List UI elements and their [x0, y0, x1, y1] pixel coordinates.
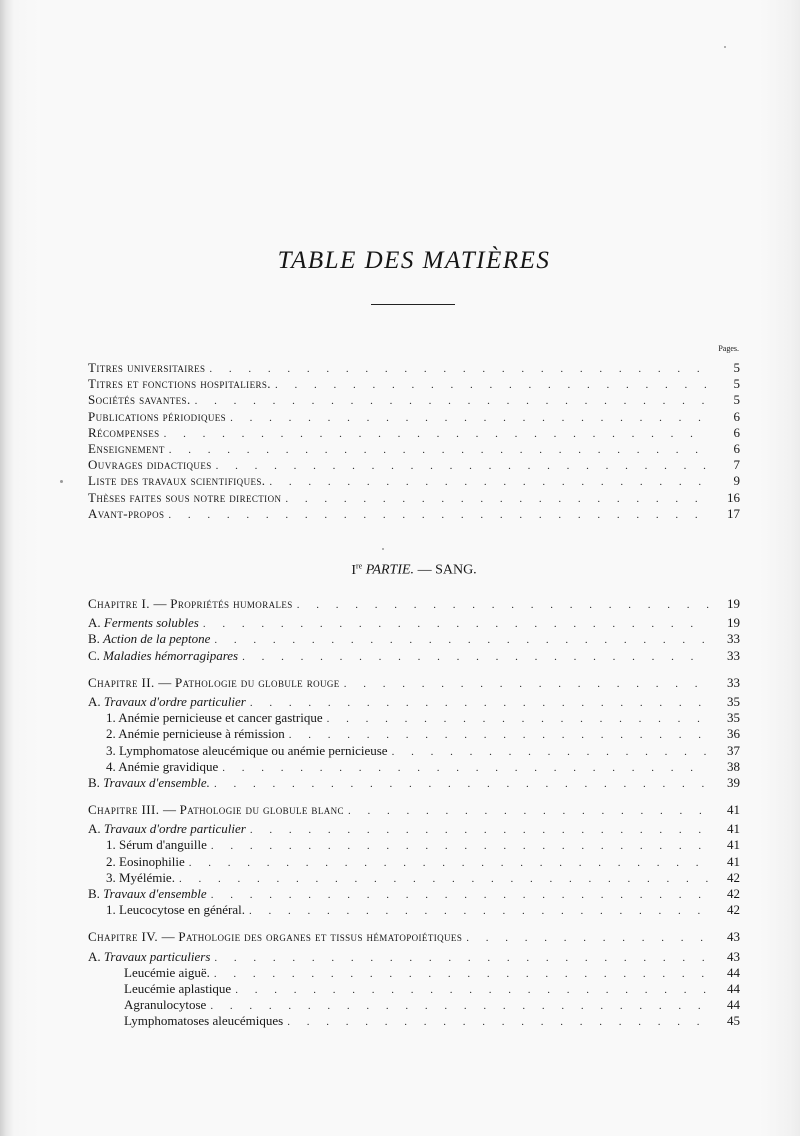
toc-entry: [88, 949, 740, 965]
page-number: 33: [727, 631, 740, 647]
part-subject: — SANG.: [417, 562, 477, 578]
page-number: 36: [727, 726, 740, 742]
page-number: 6: [733, 440, 740, 456]
entry-label: [88, 457, 212, 473]
page-number: 16: [727, 489, 740, 505]
chapter-prefix: Chapitre II. —: [88, 674, 172, 690]
dot-leader: [209, 361, 710, 377]
dot-leader: [214, 966, 710, 982]
dot-leader: [242, 649, 710, 665]
entry-label: [88, 802, 344, 818]
dot-leader: [216, 458, 710, 474]
dot-leader: [275, 377, 710, 393]
entry-label: [88, 376, 271, 392]
dot-leader: [169, 442, 710, 458]
pages-column-header: Pages.: [718, 344, 739, 353]
toc-entry: [88, 506, 740, 522]
toc-entry: [88, 743, 740, 759]
toc-entry: [88, 392, 740, 408]
entry-marker: B.: [88, 631, 100, 647]
page-number: 44: [727, 964, 740, 980]
chapter-heading: [88, 929, 740, 945]
toc-entry: [88, 854, 740, 870]
page-number: 37: [727, 742, 740, 758]
toc-entry: [88, 902, 740, 918]
entry-label: [106, 902, 245, 918]
entry-marker: 3.: [106, 869, 116, 885]
dot-leader: [179, 871, 710, 887]
page-number: 41: [727, 821, 740, 837]
dot-leader: [250, 822, 710, 838]
page-number: 41: [727, 837, 740, 853]
chapter-heading: [88, 596, 740, 612]
toc-entry: [88, 376, 740, 392]
toc-entry: [88, 710, 740, 726]
entry-label: [106, 759, 218, 775]
entry-label: [106, 743, 388, 759]
entry-marker: A.: [88, 693, 101, 709]
entry-label: [88, 596, 293, 612]
dot-leader: [214, 950, 710, 966]
dot-leader: [230, 410, 710, 426]
entry-title: Maladies hémorragipares: [103, 647, 239, 663]
entry-label: [124, 1013, 283, 1029]
page-title: TABLE DES MATIÈRES: [277, 247, 551, 274]
dot-leader: [214, 776, 710, 792]
entry-label: [106, 854, 185, 870]
page-number: 19: [727, 596, 740, 611]
page-number: 5: [733, 392, 740, 408]
entry-label: [124, 997, 206, 1013]
toc-entry: [88, 821, 740, 837]
entry-label: [124, 965, 210, 981]
entry-marker: A.: [88, 948, 101, 964]
entry-label: [88, 490, 281, 506]
page-number: 7: [733, 457, 740, 473]
entry-marker: 3.: [106, 742, 116, 758]
entry-label: [88, 886, 207, 902]
entry-label: [88, 694, 246, 710]
dot-leader: [249, 903, 710, 919]
toc-entry: [88, 648, 740, 664]
dot-leader: [211, 838, 710, 854]
dot-leader: [222, 760, 710, 776]
entry-title: Anémie pernicieuse à rémission: [118, 726, 285, 742]
dot-leader: [466, 930, 710, 946]
toc-entry: [88, 886, 740, 902]
entry-marker: 2.: [106, 853, 116, 869]
title-rule: [371, 304, 455, 305]
page-number: 43: [727, 948, 740, 964]
dot-leader: [392, 744, 710, 760]
entry-title: Action de la peptone: [103, 631, 211, 647]
entry-title: Myélémie.: [119, 869, 175, 885]
entry-label: [88, 675, 340, 691]
dot-leader: [203, 616, 710, 632]
entry-label: [88, 775, 210, 791]
entry-label: [88, 631, 210, 647]
toc-entry: [88, 981, 740, 997]
chapter-title: Propriétés humorales: [170, 596, 293, 611]
chapter-prefix: Chapitre I. —: [88, 596, 167, 611]
chapter-heading: [88, 675, 740, 691]
page-number: 45: [727, 1013, 740, 1029]
entry-marker: 1.: [106, 837, 116, 853]
dot-leader: [164, 426, 710, 442]
chapters-list: [88, 596, 740, 1030]
dot-leader: [285, 491, 710, 507]
entry-title: Anémie pernicieuse et cancer gastrique: [118, 710, 323, 726]
entry-label: [88, 392, 191, 408]
dot-leader: [168, 507, 710, 523]
dot-leader: [211, 887, 710, 903]
toc-entry: [88, 775, 740, 791]
front-matter-list: [88, 360, 740, 522]
page-number: 41: [727, 802, 740, 818]
entry-title: Récompenses: [88, 424, 160, 440]
dot-leader: [195, 393, 710, 409]
entry-marker: 1.: [106, 902, 116, 918]
entry-title: Lymphomatoses aleucémiques: [124, 1013, 284, 1029]
toc-entry: [88, 457, 740, 473]
dot-leader: [250, 695, 710, 711]
entry-title: Travaux d'ensemble.: [103, 774, 210, 790]
chapter-prefix: Chapitre IV. —: [88, 929, 176, 945]
entry-label: [124, 981, 231, 997]
entry-title: Titres universitaires: [88, 360, 206, 375]
entry-label: [88, 360, 205, 376]
entry-label: [106, 710, 323, 726]
chapter-title: Pathologie des organes et tissus hématopoiétiques: [178, 929, 463, 945]
toc-entry: [88, 490, 740, 506]
entry-title: Travaux d'ordre particulier: [103, 821, 246, 837]
toc-entry: [88, 726, 740, 742]
entry-title: Avant-propos: [88, 505, 165, 521]
toc-entry: [88, 759, 740, 775]
toc-entry: [88, 441, 740, 457]
dot-leader: [344, 676, 710, 692]
entry-title: Lymphomatose aleucémique ou anémie pernicieuse: [119, 742, 388, 758]
entry-label: [88, 425, 160, 441]
entry-title: Enseignement: [88, 440, 165, 456]
entry-title: Ferments solubles: [103, 615, 199, 631]
toc-entry: [88, 1013, 740, 1029]
page-number: 33: [727, 674, 740, 690]
page-number: 38: [727, 758, 740, 774]
entry-label: [106, 837, 207, 853]
page-number: 6: [733, 424, 740, 440]
entry-label: [88, 409, 226, 425]
dot-leader: [189, 855, 710, 871]
entry-marker: C.: [88, 647, 100, 663]
toc-entry: [88, 870, 740, 886]
page-number: 44: [727, 980, 740, 996]
entry-title: Liste des travaux scientifiques.: [88, 473, 266, 489]
toc-entry: [88, 615, 740, 631]
entry-marker: A.: [88, 821, 101, 837]
chapter-heading: [88, 802, 740, 818]
entry-title: Agranulocytose: [124, 997, 207, 1013]
entry-marker: A.: [88, 615, 101, 631]
chapter-title: Pathologie du globule rouge: [174, 674, 340, 690]
entry-title: Titres et fonctions hospitaliers.: [88, 376, 271, 392]
page-number: 42: [727, 869, 740, 885]
dot-leader: [235, 982, 710, 998]
part-heading: [0, 561, 800, 579]
toc-entry: [88, 631, 740, 647]
part-label: PARTIE.: [365, 562, 415, 578]
entry-title: Anémie gravidique: [118, 758, 219, 774]
toc-entry: [88, 965, 740, 981]
entry-title: Leucocytose en général.: [119, 902, 245, 918]
entry-title: Travaux d'ordre particulier: [103, 693, 246, 709]
entry-marker: B.: [88, 774, 100, 790]
entry-title: Leucémie aiguë.: [124, 964, 210, 980]
chapter-title: Pathologie du globule blanc: [179, 802, 344, 818]
dot-leader: [210, 998, 710, 1014]
dot-leader: [348, 803, 710, 819]
entry-marker: 2.: [106, 726, 116, 742]
page-number: 5: [733, 360, 740, 375]
toc-entry: [88, 425, 740, 441]
dot-leader: [289, 727, 710, 743]
entry-title: Sérum d'anguille: [119, 837, 207, 853]
entry-label: [88, 506, 164, 522]
entry-title: Ouvrages didactiques: [88, 457, 212, 473]
entry-title: Thèses faites sous notre direction: [88, 489, 282, 505]
dot-leader: [297, 597, 710, 613]
entry-marker: B.: [88, 886, 100, 901]
entry-label: [88, 648, 238, 664]
entry-label: [106, 870, 175, 886]
page-number: 17: [727, 505, 740, 521]
dot-leader: [287, 1014, 710, 1030]
entry-label: [88, 473, 265, 489]
chapter-prefix: Chapitre III. —: [88, 802, 177, 818]
page-number: 5: [733, 376, 740, 392]
entry-title: Sociétés savantes.: [88, 392, 191, 408]
paper-speck: [382, 548, 384, 550]
entry-label: [106, 726, 285, 742]
toc-entry: [88, 409, 740, 425]
page-number: 33: [727, 647, 740, 663]
entry-label: [88, 821, 246, 837]
page-number: 39: [727, 774, 740, 790]
page-number: 35: [727, 710, 740, 726]
entry-label: [88, 949, 210, 965]
toc-entry: [88, 360, 740, 376]
toc-entry: [88, 997, 740, 1013]
entry-title: Eosinophilie: [119, 853, 185, 869]
entry-title: Leucémie aplastique: [124, 980, 232, 996]
part-number: Ire: [351, 561, 363, 578]
page-number: 42: [727, 902, 740, 918]
entry-title: Publications périodiques: [88, 408, 227, 424]
entry-marker: 1.: [106, 710, 116, 726]
toc-entry: [88, 694, 740, 710]
page-number: 35: [727, 693, 740, 709]
entry-label: [88, 615, 199, 631]
paper-speck: [724, 46, 726, 48]
page-number: 41: [727, 853, 740, 869]
entry-title: Travaux d'ensemble: [103, 886, 207, 901]
page-number: 9: [733, 473, 740, 489]
page-number: 44: [727, 997, 740, 1013]
entry-title: Travaux particuliers: [103, 948, 211, 964]
paper-speck: [60, 480, 63, 483]
entry-label: [88, 929, 462, 945]
toc-entry: [88, 473, 740, 489]
dot-leader: [327, 711, 710, 727]
page-number: 43: [727, 929, 740, 945]
page-number: 42: [727, 886, 740, 901]
entry-marker: 4.: [106, 758, 116, 774]
dot-leader: [214, 632, 710, 648]
toc-entry: [88, 837, 740, 853]
entry-label: [88, 441, 165, 457]
page-number: 19: [727, 615, 740, 631]
dot-leader: [269, 474, 710, 490]
page-number: 6: [733, 408, 740, 424]
